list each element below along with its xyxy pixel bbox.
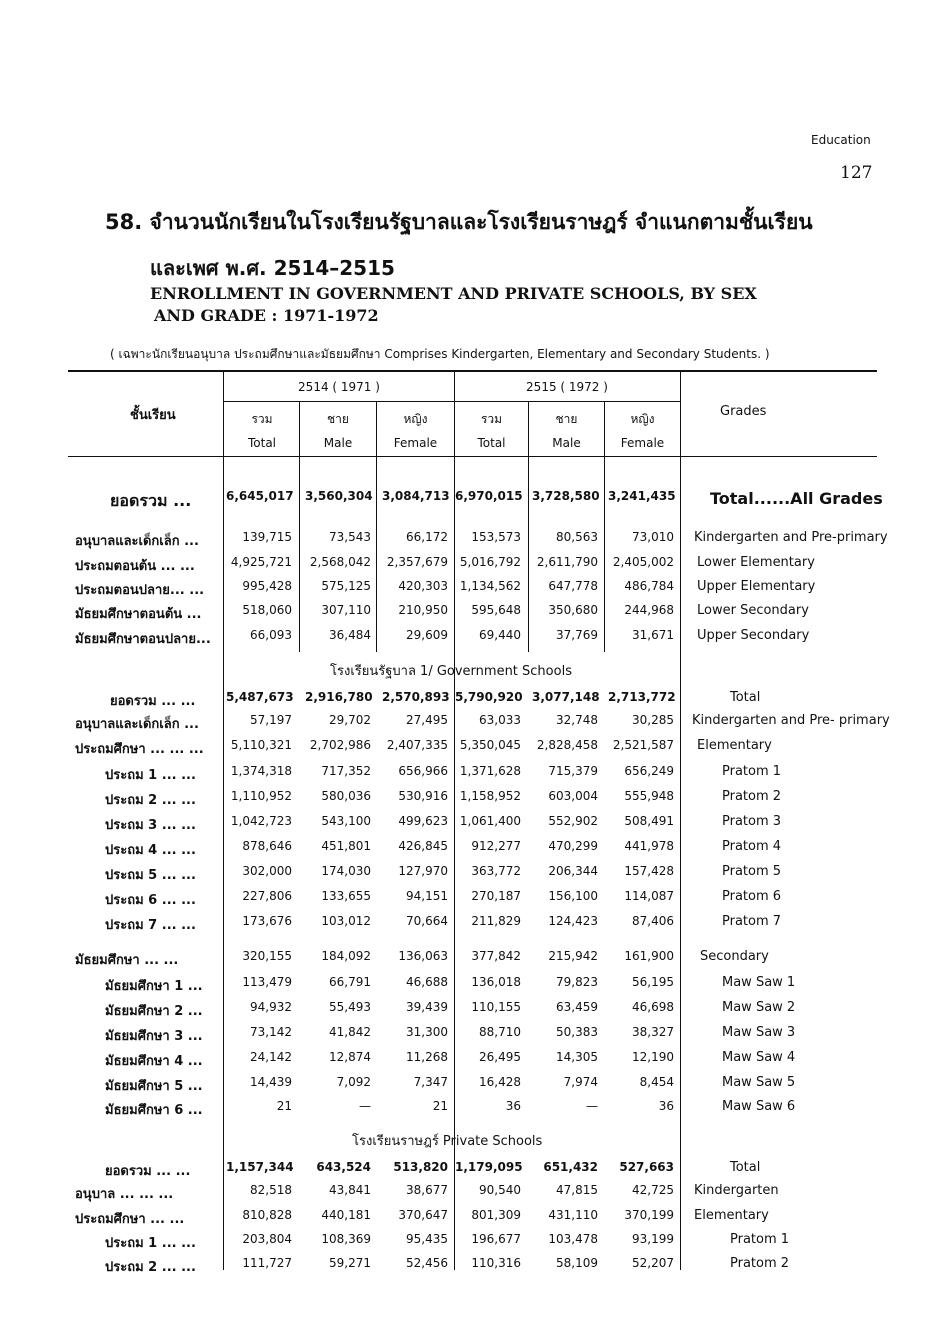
row-label-eng: Total [730,1160,761,1175]
table-cell: 377,842 [471,949,521,963]
header-grade-thai: ชั้นเรียน [130,408,176,423]
row-label-eng: Secondary [700,949,769,964]
table-cell: 31,300 [406,1025,448,1039]
vrule-7 [680,370,681,1270]
col-header-eng: Male [323,436,353,450]
row-label-eng: Upper Elementary [697,579,816,594]
table-cell: 114,087 [624,889,674,903]
table-cell: 94,151 [406,889,448,903]
table-cell: 420,303 [398,579,448,593]
table-cell: 52,456 [406,1256,448,1270]
table-cell: 530,916 [398,789,448,803]
table-cell: 211,829 [471,914,521,928]
col-header-eng: Female [620,436,665,450]
row-label-thai: มัธยมศึกษา 5 ... [105,1079,203,1094]
table-cell: 73,142 [250,1025,292,1039]
row-label-eng: Pratom 1 [722,764,782,779]
row-label-thai: มัธยมศึกษา 3 ... [105,1029,203,1044]
table-cell: 2,828,458 [536,738,598,752]
row-label-thai: ยอดรวม ... ... [105,1164,191,1179]
table-cell: 79,823 [556,975,598,989]
title-english-1: ENROLLMENT IN GOVERNMENT AND PRIVATE SCHOOLS, BY SEX [150,284,757,303]
row-label-thai: ประถม 2 ... ... [105,1260,196,1275]
table-cell: 136,018 [471,975,521,989]
row-label-eng: Pratom 1 [730,1232,790,1247]
table-cell: 59,271 [329,1256,371,1270]
table-cell: 69,440 [479,628,521,642]
table-cell: 7,092 [336,1075,371,1089]
row-label-thai: อนุบาลและเด็กเล็ก ... [75,717,199,732]
vrule-3 [376,402,377,652]
header-bottom-rule [68,456,877,457]
table-cell: 451,801 [321,839,371,853]
table-cell: 37,769 [556,628,598,642]
table-cell: 470,299 [548,839,598,853]
table-cell: 66,791 [329,975,371,989]
table-cell: 27,495 [406,713,448,727]
row-label-eng: Kindergarten and Pre-primary [694,530,888,545]
header-year-1971: 2514 ( 1971 ) [298,380,380,394]
table-cell: 63,033 [479,713,521,727]
row-label-thai: ประถม 7 ... ... [105,918,196,933]
page-number: 127 [840,163,873,183]
table-cell: 508,491 [624,814,674,828]
row-label-thai: มัธยมศึกษา ... ... [75,953,179,968]
table-cell: 32,748 [556,713,598,727]
table-cell: 14,305 [556,1050,598,1064]
col-header-thai: หญิง [630,412,655,426]
table-cell: 270,187 [471,889,521,903]
table-cell: 161,900 [624,949,674,963]
vrule-6 [604,402,605,652]
row-label-eng: Pratom 2 [722,789,782,804]
table-cell: 440,181 [321,1208,371,1222]
table-cell: 244,968 [624,603,674,617]
table-cell: 656,966 [398,764,448,778]
table-cell: 1,157,344 [226,1160,294,1174]
row-label-eng: Maw Saw 5 [722,1075,796,1090]
table-cell: 2,570,893 [382,690,450,704]
table-cell: 63,459 [556,1000,598,1014]
table-cell: 3,560,304 [305,489,373,503]
row-label-thai: อนุบาล ... ... ... [75,1187,174,1202]
table-cell: 302,000 [242,864,292,878]
table-cell: 575,125 [321,579,371,593]
row-label-eng: Maw Saw 6 [722,1099,796,1114]
table-cell: 5,350,045 [459,738,521,752]
vrule-5 [528,402,529,652]
col-header-thai: หญิง [403,412,428,426]
table-cell: 38,327 [632,1025,674,1039]
table-cell: 103,478 [548,1232,598,1246]
row-label-thai: ประถม 5 ... ... [105,868,196,883]
row-label-thai: ประถม 4 ... ... [105,843,196,858]
col-header-thai: ชาย [327,412,349,426]
row-label-thai: ประถม 6 ... ... [105,893,196,908]
table-cell: 173,676 [242,914,292,928]
table-cell: 1,061,400 [459,814,521,828]
section-label: Education [811,133,871,147]
table-cell: 2,611,790 [536,555,598,569]
col-header-eng: Total [247,436,277,450]
table-cell: 88,710 [479,1025,521,1039]
table-cell: 426,845 [398,839,448,853]
table-cell: 580,036 [321,789,371,803]
table-cell: 2,407,335 [386,738,448,752]
row-label-thai: ประถม 1 ... ... [105,768,196,783]
table-cell: 58,109 [556,1256,598,1270]
row-label-eng: Maw Saw 2 [722,1000,796,1015]
table-cell: 26,495 [479,1050,521,1064]
table-cell: 210,950 [398,603,448,617]
row-label-thai: มัธยมศึกษา 1 ... [105,979,203,994]
row-label-thai: ประถมตอนปลาย... ... [75,583,205,598]
table-cell: 110,155 [471,1000,521,1014]
table-cell: 82,518 [250,1183,292,1197]
table-cell: 31,671 [632,628,674,642]
table-cell: 111,727 [242,1256,292,1270]
table-cell: 8,454 [639,1075,674,1089]
table-cell: 47,815 [556,1183,598,1197]
table-cell: 3,728,580 [532,489,600,503]
table-cell: 133,655 [321,889,371,903]
table-cell: 1,371,628 [459,764,521,778]
table-cell: 127,970 [398,864,448,878]
table-cell: 70,664 [406,914,448,928]
table-cell: 370,647 [398,1208,448,1222]
table-cell: 5,016,792 [459,555,521,569]
table-cell: 136,063 [398,949,448,963]
table-cell: 7,347 [413,1075,448,1089]
table-cell: 1,158,952 [459,789,521,803]
table-cell: 56,195 [632,975,674,989]
table-cell: 30,285 [632,713,674,727]
table-cell: 603,004 [548,789,598,803]
table-cell: 156,100 [548,889,598,903]
row-label-thai: ประถม 3 ... ... [105,818,196,833]
table-cell: 1,110,952 [230,789,292,803]
table-top-rule [68,370,877,372]
table-cell: 4,925,721 [230,555,292,569]
table-cell: 46,698 [632,1000,674,1014]
col-header-thai: ชาย [555,412,578,426]
table-cell: 139,715 [242,530,292,544]
table-cell: 110,316 [471,1256,521,1270]
table-cell: 227,806 [242,889,292,903]
table-cell: 153,573 [471,530,521,544]
table-cell: 2,916,780 [305,690,373,704]
table-cell: 307,110 [321,603,371,617]
row-label-thai: มัธยมศึกษา 2 ... [105,1004,203,1019]
table-cell: 124,423 [548,914,598,928]
table-cell: 94,932 [250,1000,292,1014]
row-label-thai: มัธยมศึกษา 6 ... [105,1103,203,1118]
vrule-2 [299,402,300,652]
table-cell: 87,406 [632,914,674,928]
row-label-eng: Elementary [697,738,772,753]
row-label-eng: Total......All Grades [710,489,883,508]
table-cell: 21 [276,1099,292,1113]
row-label-eng: Pratom 7 [722,914,782,929]
row-label-thai: มัธยมศึกษาตอนต้น ... [75,607,202,622]
table-cell: 66,172 [406,530,448,544]
row-label-eng: Upper Secondary [697,628,810,643]
table-cell: 715,379 [548,764,598,778]
table-cell: 543,100 [321,814,371,828]
table-cell: 527,663 [619,1160,674,1174]
section-private: โรงเรียนราษฎร์ Private Schools [352,1134,543,1149]
table-cell: 518,060 [242,603,292,617]
row-label-eng: Total [730,690,761,705]
table-cell: 38,677 [406,1183,448,1197]
table-cell: 651,432 [543,1160,598,1174]
row-label-eng: Maw Saw 1 [722,975,796,990]
table-cell: 52,207 [632,1256,674,1270]
table-cell: 3,241,435 [608,489,676,503]
table-cell: 12,190 [632,1050,674,1064]
table-cell: 57,197 [250,713,292,727]
table-cell: 42,725 [632,1183,674,1197]
table-cell: 29,702 [329,713,371,727]
table-cell: 370,199 [624,1208,674,1222]
table-cell: 7,974 [563,1075,598,1089]
table-cell: 24,142 [250,1050,292,1064]
table-cell: 2,357,679 [386,555,448,569]
col-header-eng: Female [393,436,438,450]
row-label-thai: มัธยมศึกษา 4 ... [105,1054,203,1069]
table-cell: 486,784 [624,579,674,593]
row-label-eng: Kindergarten [694,1183,779,1198]
table-cell: 6,970,015 [455,489,523,503]
section-government: โรงเรียนรัฐบาล 1/ Government Schools [330,664,572,679]
col-header-thai: รวม [480,412,503,426]
table-cell: 113,479 [242,975,292,989]
table-cell: — [359,1099,371,1113]
table-cell: 36 [658,1099,674,1113]
col-header-eng: Male [552,436,581,450]
row-label-eng: Pratom 3 [722,814,782,829]
table-cell: 50,383 [556,1025,598,1039]
table-cell: 995,428 [242,579,292,593]
row-label-thai: ยอดรวม ... [110,491,192,510]
table-cell: 513,820 [393,1160,448,1174]
year2-underline [454,401,680,402]
table-cell: 29,609 [406,628,448,642]
table-cell: 810,828 [242,1208,292,1222]
table-cell: 157,428 [624,864,674,878]
title-thai-1: 58. จำนวนนักเรียนในโรงเรียนรัฐบาลและโรงเรียนราษฎร์ จำแนกตามชั้นเรียน [105,210,813,234]
table-cell: 2,568,042 [309,555,371,569]
year1-underline [224,401,454,402]
table-cell: 108,369 [321,1232,371,1246]
table-cell: 73,543 [329,530,371,544]
table-cell: 36 [505,1099,521,1113]
table-cell: 174,030 [321,864,371,878]
table-cell: 1,374,318 [230,764,292,778]
table-cell: 320,155 [242,949,292,963]
row-label-eng: Maw Saw 4 [722,1050,796,1065]
table-cell: 11,268 [406,1050,448,1064]
row-label-thai: ประถมศึกษา ... ... ... [75,742,204,757]
row-label-thai: ประถม 1 ... ... [105,1236,196,1251]
table-cell: 1,179,095 [455,1160,523,1174]
table-cell: 2,405,002 [612,555,674,569]
table-cell: 878,646 [242,839,292,853]
row-label-eng: Pratom 6 [722,889,782,904]
table-cell: 39,439 [406,1000,448,1014]
table-cell: 656,249 [624,764,674,778]
title-thai-2: และเพศ พ.ศ. 2514–2515 [150,256,395,280]
table-cell: 2,521,587 [612,738,674,752]
table-cell: 36,484 [329,628,371,642]
row-label-thai: ประถมตอนต้น ... ... [75,559,195,574]
table-cell: 80,563 [556,530,598,544]
row-label-thai: มัธยมศึกษาตอนปลาย... [75,632,211,647]
table-cell: 643,524 [316,1160,371,1174]
row-label-eng: Pratom 4 [722,839,782,854]
table-cell: 103,012 [321,914,371,928]
table-cell: 12,874 [329,1050,371,1064]
row-label-eng: Lower Elementary [697,555,815,570]
table-cell: 555,948 [624,789,674,803]
table-cell: 441,978 [624,839,674,853]
table-cell: 16,428 [479,1075,521,1089]
table-cell: 552,902 [548,814,598,828]
table-cell: 21 [432,1099,448,1113]
table-cell: 43,841 [329,1183,371,1197]
table-cell: 66,093 [250,628,292,642]
table-note: ( เฉพาะนักเรียนอนุบาล ประถมศึกษาและมัธยมศึกษา Comprises Kindergarten, Elementary and Secondary Students. ) [110,347,770,361]
table-cell: 912,277 [471,839,521,853]
vrule-1 [223,370,224,1270]
row-label-thai: ยอดรวม ... ... [110,694,196,709]
row-label-eng: Pratom 5 [722,864,782,879]
table-cell: 95,435 [406,1232,448,1246]
table-cell: 14,439 [250,1075,292,1089]
table-cell: 203,804 [242,1232,292,1246]
table-cell: 5,790,920 [455,690,523,704]
table-cell: 55,493 [329,1000,371,1014]
table-cell: 647,778 [548,579,598,593]
table-cell: 90,540 [479,1183,521,1197]
table-cell: 801,309 [471,1208,521,1222]
table-cell: 3,077,148 [532,690,600,704]
table-cell: 2,713,772 [608,690,676,704]
table-cell: 215,942 [548,949,598,963]
row-label-eng: Elementary [694,1208,769,1223]
row-label-eng: Kindergarten and Pre- primary [692,713,890,728]
table-cell: 595,648 [471,603,521,617]
table-cell: 6,645,017 [226,489,294,503]
table-cell: 41,842 [329,1025,371,1039]
header-year-1972: 2515 ( 1972 ) [526,380,608,394]
title-english-2: AND GRADE : 1971-1972 [154,306,379,325]
table-cell: 499,623 [398,814,448,828]
table-cell: 1,042,723 [230,814,292,828]
table-cell: 3,084,713 [382,489,450,503]
table-cell: 350,680 [548,603,598,617]
table-cell: 184,092 [321,949,371,963]
table-cell: 1,134,562 [459,579,521,593]
table-cell: 196,677 [471,1232,521,1246]
row-label-eng: Maw Saw 3 [722,1025,796,1040]
row-label-thai: อนุบาลและเด็กเล็ก ... [75,534,199,549]
table-cell: 363,772 [471,864,521,878]
table-cell: — [586,1099,598,1113]
row-label-eng: Lower Secondary [697,603,809,618]
table-cell: 46,688 [406,975,448,989]
col-header-thai: รวม [251,412,273,426]
header-grades: Grades [720,404,767,419]
table-cell: 2,702,986 [309,738,371,752]
row-label-thai: ประถมศึกษา ... ... [75,1212,185,1227]
col-header-eng: Total [477,436,506,450]
table-cell: 206,344 [548,864,598,878]
table-cell: 5,110,321 [230,738,292,752]
row-label-thai: ประถม 2 ... ... [105,793,196,808]
table-cell: 717,352 [321,764,371,778]
row-label-eng: Pratom 2 [730,1256,790,1271]
table-cell: 431,110 [548,1208,598,1222]
table-cell: 5,487,673 [226,690,294,704]
table-cell: 93,199 [632,1232,674,1246]
table-cell: 73,010 [632,530,674,544]
